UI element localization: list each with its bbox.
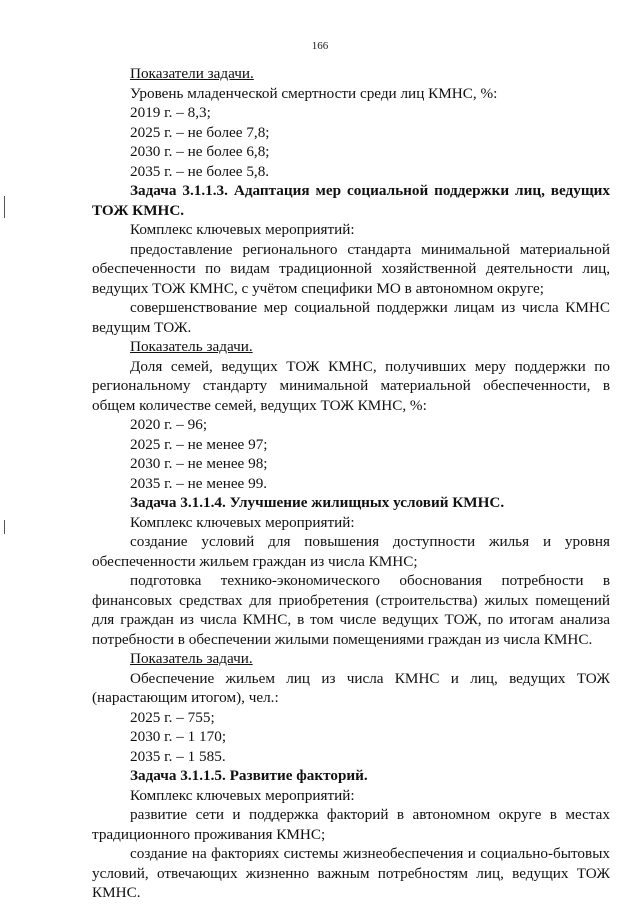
text-line-text: 2019 г. – 8,3; xyxy=(130,104,211,121)
text-line xyxy=(92,786,610,806)
task-heading-text: Задача 3.1.1.4. Улучшение жилищных условий КМНС. xyxy=(130,494,505,511)
text-line-text: 2025 г. – 755; xyxy=(130,708,215,726)
text-line-text: 2025 г. – не менее 97; xyxy=(130,435,268,453)
text-line-text: 2025 г. – не более 7,8; xyxy=(130,123,270,141)
text-line-text: 2035 г. – не менее 99. xyxy=(130,474,268,492)
text-line xyxy=(92,474,610,494)
paragraph xyxy=(92,805,610,844)
paragraph-text: создание условий для повышения доступности жилья и уровня обеспеченности жильем граждан из числа КМНС; xyxy=(92,533,610,570)
paragraph xyxy=(92,357,610,416)
text-line xyxy=(92,142,610,162)
task-heading xyxy=(92,766,610,786)
task-heading xyxy=(92,493,610,513)
text-line xyxy=(92,123,610,143)
text-line xyxy=(92,220,610,240)
paragraph-text: совершенствование мер социальной поддержки лицам из числа КМНС ведущим ТОЖ. xyxy=(92,299,610,336)
paragraph xyxy=(92,240,610,299)
paragraph xyxy=(92,532,610,571)
text-line xyxy=(92,415,610,435)
indicator-heading-text: Показатель задачи. xyxy=(130,650,253,667)
paragraph-text: предоставление регионального стандарта минимальной материальной обеспеченности по видам традиционной хозяйственной деятельности лиц, ведущих ТОЖ КМНС, с учётом специфики МО в автономном округе; xyxy=(92,240,610,297)
task-heading xyxy=(92,181,610,220)
text-line-text: 2035 г. – не более 5,8. xyxy=(130,162,270,180)
text-line-text: Комплекс ключевых мероприятий: xyxy=(130,221,355,238)
indicator-heading-text: Показатели задачи. xyxy=(130,65,254,82)
indicator-heading xyxy=(92,337,610,357)
text-line-text: 2035 г. – 1 585. xyxy=(130,747,226,765)
paragraph xyxy=(92,571,610,649)
paragraph xyxy=(92,844,610,903)
text-line-text: 2030 г. – не более 6,8; xyxy=(130,143,270,160)
text-line xyxy=(92,747,610,767)
text-line xyxy=(92,84,610,104)
paragraph-text: создание на факториях системы жизнеобеспечения и социально-бытовых условий, отвечающих жизненно важным потребностям лиц, ведущих ТОЖ КМНС. xyxy=(92,845,610,901)
paragraph-text: развитие сети и поддержка факторий в автономном округе в местах традиционного проживания КМНС; xyxy=(92,806,610,843)
text-line xyxy=(92,454,610,474)
text-line xyxy=(92,103,610,123)
page-number: 166 xyxy=(311,40,329,52)
text-line-text: Комплекс ключевых мероприятий: xyxy=(130,786,355,804)
task-heading-text: Задача 3.1.1.5. Развитие факторий. xyxy=(130,767,368,784)
text-line-text: 2030 г. – не менее 98; xyxy=(130,455,268,472)
text-line-text: 2030 г. – 1 170; xyxy=(130,728,227,745)
scan-edge-mark xyxy=(4,520,5,534)
indicator-heading xyxy=(92,64,610,84)
text-line xyxy=(92,435,610,455)
paragraph-text: Обеспечение жильем лиц из числа КМНС и лиц, ведущих ТОЖ (нарастающим итогом), чел.: xyxy=(92,669,610,706)
indicator-heading xyxy=(92,649,610,669)
text-line-text: Комплекс ключевых мероприятий: xyxy=(130,513,355,531)
scan-edge-mark xyxy=(4,196,5,218)
indicator-heading-text: Показатель задачи. xyxy=(130,338,253,355)
text-line xyxy=(92,513,610,533)
paragraph xyxy=(92,669,610,708)
text-line xyxy=(92,708,610,728)
paragraph-text: Доля семей, ведущих ТОЖ КМНС, получивших меру поддержки по региональному стандарту минимальной материальной обеспеченности, в общем количестве семей, ведущих ТОЖ КМНС, %: xyxy=(92,357,610,414)
paragraph-text: подготовка технико-экономического обоснования потребности в финансовых средствах для приобретения (строительства) жилых помещений для граждан из числа КМНС, в том числе ведущих ТОЖ, по итогам анализа потребности в обеспечении жилыми помещениями граждан из числа КМНС. xyxy=(92,572,610,648)
text-line-text: 2020 г. – 96; xyxy=(130,416,208,433)
paragraph xyxy=(92,298,610,337)
text-line xyxy=(92,162,610,182)
text-line xyxy=(92,727,610,747)
task-heading-text: Задача 3.1.1.3. Адаптация мер социальной поддержки лиц, ведущих ТОЖ КМНС. xyxy=(92,182,610,219)
text-line-text: Уровень младенческой смертности среди лиц КМНС, %: xyxy=(130,84,498,102)
document-body xyxy=(92,64,610,903)
